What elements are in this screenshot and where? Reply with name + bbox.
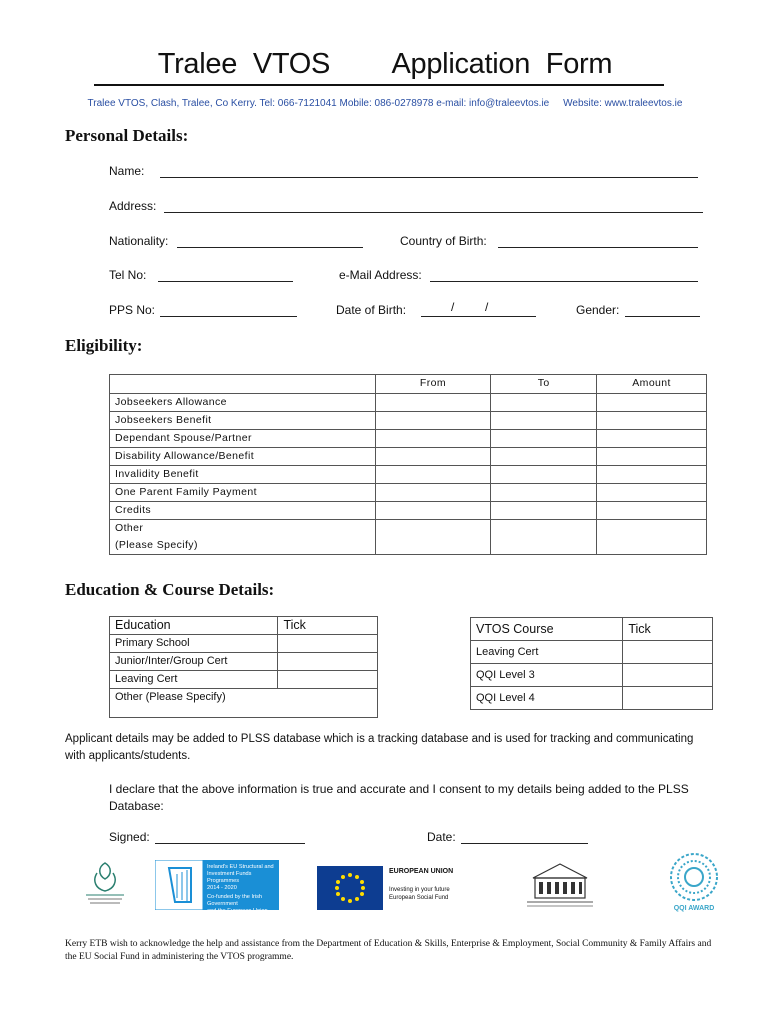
tick-cell[interactable] xyxy=(278,653,378,671)
from-cell[interactable] xyxy=(375,394,491,412)
education-header-row xyxy=(110,617,378,635)
to-cell[interactable] xyxy=(491,412,597,430)
email-field[interactable] xyxy=(430,281,698,282)
from-cell[interactable] xyxy=(375,466,491,484)
tick-cell[interactable] xyxy=(278,635,378,653)
benefit-label: Dependant Spouse/Partner xyxy=(110,430,376,448)
course-tick-cell[interactable] xyxy=(623,664,713,687)
benefit-label: Invalidity Benefit xyxy=(110,466,376,484)
eligibility-table xyxy=(109,374,707,555)
from-cell[interactable] xyxy=(375,412,491,430)
table-row xyxy=(110,502,707,520)
to-cell[interactable] xyxy=(491,448,597,466)
benefit-label: Jobseekers Allowance xyxy=(110,394,376,412)
address-label: Address: xyxy=(109,199,157,213)
to-cell[interactable] xyxy=(491,502,597,520)
eligibility-header-to: To xyxy=(491,375,597,394)
to-cell[interactable] xyxy=(491,466,597,484)
name-label: Name: xyxy=(109,164,145,178)
eu-social-fund-logo xyxy=(317,866,477,910)
funds-line-4: Co-funded by the Irish Government xyxy=(207,894,263,907)
to-cell[interactable] xyxy=(491,394,597,412)
tick-cell[interactable] xyxy=(278,671,378,689)
education-header: Education xyxy=(110,617,278,635)
education-table xyxy=(109,616,378,718)
eu-flag-icon xyxy=(317,866,383,910)
personal-details-heading: Personal Details: xyxy=(65,126,189,145)
nationality-label: Nationality: xyxy=(109,234,169,248)
from-cell[interactable] xyxy=(375,502,491,520)
signature-field[interactable] xyxy=(155,843,305,844)
email-label: e-Mail Address: xyxy=(339,268,422,282)
amount-cell[interactable] xyxy=(597,412,707,430)
signed-label: Signed: xyxy=(109,830,150,844)
pps-field[interactable] xyxy=(160,316,297,317)
amount-cell[interactable] xyxy=(597,448,707,466)
qqi-award-logo xyxy=(663,852,725,916)
table-row xyxy=(110,394,707,412)
funds-line-1: Ireland's EU Structural and xyxy=(207,864,274,870)
gender-field[interactable] xyxy=(625,316,700,317)
tel-label: Tel No: xyxy=(109,268,147,282)
amount-cell[interactable] xyxy=(597,394,707,412)
table-row xyxy=(110,484,707,502)
from-cell[interactable] xyxy=(375,448,491,466)
course-label: QQI Level 3 xyxy=(471,664,623,687)
course-tick-cell[interactable] xyxy=(623,641,713,664)
other-label: Other xyxy=(115,522,144,534)
amount-cell[interactable] xyxy=(597,466,707,484)
table-row xyxy=(471,687,713,710)
eu-line-2: European Social Fund xyxy=(389,895,449,901)
education-label: Primary School xyxy=(110,635,278,653)
eu-line-1: Investing in your future xyxy=(389,887,450,893)
to-cell[interactable] xyxy=(491,430,597,448)
course-header-row xyxy=(471,618,713,641)
funds-line-2: Investment Funds Programmes xyxy=(207,871,252,884)
footer-acknowledgement: Kerry ETB wish to acknowledge the help and assistance from the Department of Education & Skills, Enterprise & Employment, Social Community & Family Affairs and the EU Social Fund in administering the VTOS programme. xyxy=(65,939,712,962)
tel-field[interactable] xyxy=(158,281,293,282)
eligibility-header-from: From xyxy=(375,375,491,394)
qqi-swirl-icon xyxy=(669,852,719,902)
education-label: Other (Please Specify) xyxy=(110,689,278,718)
eligibility-header-amount: Amount xyxy=(597,375,707,394)
please-specify-label: (Please Specify) xyxy=(115,539,198,551)
dob-field[interactable] xyxy=(421,316,536,317)
address-field[interactable] xyxy=(164,212,703,213)
country-of-birth-label: Country of Birth: xyxy=(400,234,487,248)
table-row xyxy=(110,671,378,689)
course-tick-header: Tick xyxy=(623,618,713,641)
tick-header: Tick xyxy=(278,617,378,635)
education-label: Leaving Cert xyxy=(110,671,278,689)
benefit-label: One Parent Family Payment xyxy=(110,484,376,502)
name-field[interactable] xyxy=(160,177,698,178)
date-label: Date: xyxy=(427,830,456,844)
course-tick-cell[interactable] xyxy=(623,687,713,710)
from-cell[interactable] xyxy=(375,520,491,555)
table-row xyxy=(110,466,707,484)
table-row xyxy=(471,641,713,664)
tick-cell[interactable] xyxy=(278,689,378,718)
amount-cell[interactable] xyxy=(597,520,707,555)
kerry-etb-logo xyxy=(80,857,130,907)
course-label: QQI Level 4 xyxy=(471,687,623,710)
dob-label: Date of Birth: xyxy=(336,303,407,317)
table-row xyxy=(110,430,707,448)
funds-line-3: 2014 - 2020 xyxy=(207,885,237,891)
form-title: Tralee VTOS Application Form xyxy=(157,48,613,80)
eligibility-heading: Eligibility: xyxy=(65,336,143,355)
department-building-logo xyxy=(523,860,597,910)
contact-line: Tralee VTOS, Clash, Tralee, Co Kerry. Tel: 066-7121041 Mobile: 086-0278978 e-mail: info@traleevtos.ie Website: www.traleevtos.ie xyxy=(87,98,683,109)
dob-separator-2: / xyxy=(485,300,489,314)
benefit-label: Disability Allowance/Benefit xyxy=(110,448,376,466)
education-heading: Education & Course Details: xyxy=(65,580,275,599)
benefit-label: Jobseekers Benefit xyxy=(110,412,376,430)
benefit-label: Credits xyxy=(110,502,376,520)
to-cell[interactable] xyxy=(491,484,597,502)
table-row xyxy=(471,664,713,687)
gender-label: Gender: xyxy=(576,303,620,317)
to-cell[interactable] xyxy=(491,520,597,555)
table-row xyxy=(110,689,378,718)
eligibility-header-row xyxy=(110,375,707,394)
eu-title: EUROPEAN UNION xyxy=(389,868,454,875)
title-underline xyxy=(94,84,664,86)
table-row xyxy=(110,653,378,671)
amount-cell[interactable] xyxy=(597,502,707,520)
date-field[interactable] xyxy=(461,843,588,844)
education-label: Junior/Inter/Group Cert xyxy=(110,653,278,671)
course-table xyxy=(470,617,713,710)
pps-label: PPS No: xyxy=(109,303,156,317)
from-cell[interactable] xyxy=(375,430,491,448)
funds-line-5: and the European Union xyxy=(207,908,268,914)
nationality-field[interactable] xyxy=(177,247,363,248)
qqi-label: QQI AWARD xyxy=(673,905,715,912)
course-header: VTOS Course xyxy=(471,618,623,641)
table-row xyxy=(110,635,378,653)
table-row xyxy=(110,448,707,466)
from-cell[interactable] xyxy=(375,484,491,502)
benefit-label xyxy=(110,520,376,555)
country-of-birth-field[interactable] xyxy=(498,247,698,248)
amount-cell[interactable] xyxy=(597,484,707,502)
plss-note: Applicant details may be added to PLSS database which is a tracking database and is used for tracking and communicating with applicants/students. xyxy=(65,733,694,762)
table-row xyxy=(110,520,707,555)
declaration-text: I declare that the above information is true and accurate and I consent to my details being added to the PLSS Database: xyxy=(109,782,689,813)
eligibility-header-type xyxy=(110,375,376,394)
amount-cell[interactable] xyxy=(597,430,707,448)
dob-separator-1: / xyxy=(451,300,455,314)
table-row xyxy=(110,412,707,430)
course-label: Leaving Cert xyxy=(471,641,623,664)
eu-structural-funds-logo xyxy=(155,860,279,914)
